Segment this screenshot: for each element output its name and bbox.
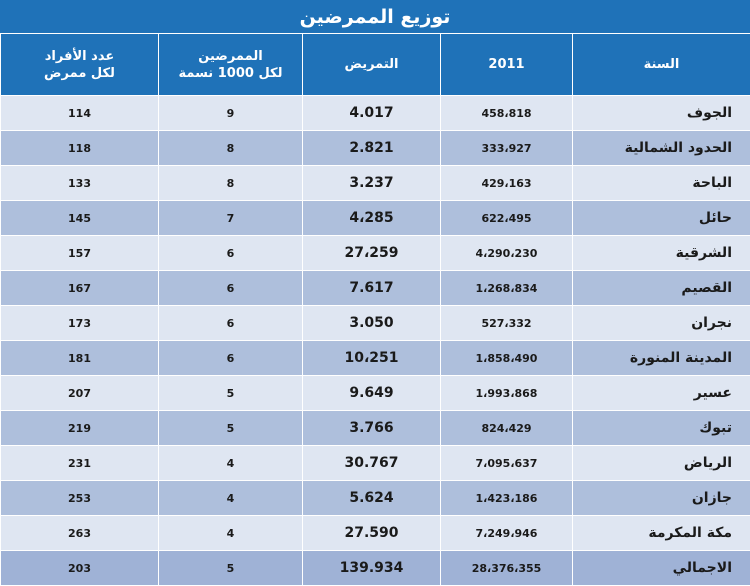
cell-per-1000: 5: [159, 376, 303, 411]
cell-per-1000: 6: [159, 236, 303, 271]
table-row: [1, 376, 750, 411]
cell-nursing: 4.017: [303, 96, 441, 131]
cell-region: جازان: [573, 481, 750, 516]
cell-per-1000: 4: [159, 516, 303, 551]
table-row: [1, 446, 750, 481]
cell-region: الحدود الشمالية: [573, 131, 750, 166]
cell-population: 28،376،355: [441, 551, 573, 586]
cell-nursing: 27،259: [303, 236, 441, 271]
cell-population: 527،332: [441, 306, 573, 341]
cell-region: المدينة المنورة: [573, 341, 750, 376]
cell-population: 4،290،230: [441, 236, 573, 271]
cell-per-nurse: 133: [1, 166, 159, 201]
cell-region: عسير: [573, 376, 750, 411]
cell-population: 824،429: [441, 411, 573, 446]
table-row: [1, 516, 750, 551]
table-row: [1, 166, 750, 201]
cell-per-nurse: 118: [1, 131, 159, 166]
table-row-total: [1, 551, 750, 586]
cell-region: تبوك: [573, 411, 750, 446]
cell-per-nurse: 263: [1, 516, 159, 551]
table-row: [1, 481, 750, 516]
table-title: توزيع الممرضين: [0, 0, 750, 33]
cell-per-1000: 7: [159, 201, 303, 236]
cell-region: القصيم: [573, 271, 750, 306]
cell-nursing: 10،251: [303, 341, 441, 376]
cell-per-nurse: 157: [1, 236, 159, 271]
cell-population: 7،249،946: [441, 516, 573, 551]
cell-population: 1،993،868: [441, 376, 573, 411]
cell-region: الجوف: [573, 96, 750, 131]
cell-region: الشرقية: [573, 236, 750, 271]
cell-region: الاجمالي: [573, 551, 750, 586]
cell-nursing: 3.237: [303, 166, 441, 201]
header-people-per-nurse-line2: لكل ممرض: [44, 66, 115, 81]
cell-per-nurse: 167: [1, 271, 159, 306]
cell-population: 1،858،490: [441, 341, 573, 376]
header-population-label: 2011: [488, 57, 524, 72]
table-row: [1, 131, 750, 166]
cell-per-1000: 5: [159, 411, 303, 446]
cell-region: نجران: [573, 306, 750, 341]
cell-region: الرياض: [573, 446, 750, 481]
header-nurses-per-1000: [159, 34, 303, 96]
cell-per-nurse: 203: [1, 551, 159, 586]
cell-per-nurse: 114: [1, 96, 159, 131]
cell-per-nurse: 219: [1, 411, 159, 446]
header-nursing: [303, 34, 441, 96]
cell-population: 429،163: [441, 166, 573, 201]
table-row: [1, 271, 750, 306]
header-region-label: السنة: [644, 57, 680, 72]
header-people-per-nurse-line1: عدد الأفراد: [45, 49, 114, 64]
cell-nursing: 5.624: [303, 481, 441, 516]
table-row: [1, 306, 750, 341]
cell-per-nurse: 145: [1, 201, 159, 236]
cell-nursing: 9.649: [303, 376, 441, 411]
cell-per-1000: 8: [159, 131, 303, 166]
header-nurses-per-1000-line1: الممرضين: [198, 49, 262, 64]
cell-nursing: 27.590: [303, 516, 441, 551]
cell-population: 333،927: [441, 131, 573, 166]
cell-per-nurse: 181: [1, 341, 159, 376]
cell-per-1000: 8: [159, 166, 303, 201]
cell-per-1000: 4: [159, 446, 303, 481]
cell-per-1000: 6: [159, 306, 303, 341]
cell-nursing: 4،285: [303, 201, 441, 236]
cell-region: مكة المكرمة: [573, 516, 750, 551]
cell-population: 1،268،834: [441, 271, 573, 306]
table-row: [1, 201, 750, 236]
nurses-table: [0, 33, 750, 586]
cell-population: 7،095،637: [441, 446, 573, 481]
cell-nursing: 30.767: [303, 446, 441, 481]
cell-per-nurse: 207: [1, 376, 159, 411]
cell-nursing: 3.050: [303, 306, 441, 341]
header-region: [573, 34, 750, 96]
cell-per-1000: 6: [159, 271, 303, 306]
cell-nursing: 7.617: [303, 271, 441, 306]
cell-per-nurse: 253: [1, 481, 159, 516]
header-population: [441, 34, 573, 96]
header-people-per-nurse: [1, 34, 159, 96]
cell-population: 622،495: [441, 201, 573, 236]
table-row: [1, 411, 750, 446]
header-nursing-label: التمريض: [344, 57, 398, 72]
cell-per-nurse: 231: [1, 446, 159, 481]
table-row: [1, 341, 750, 376]
cell-nursing: 139.934: [303, 551, 441, 586]
cell-per-nurse: 173: [1, 306, 159, 341]
cell-per-1000: 5: [159, 551, 303, 586]
cell-population: 1،423،186: [441, 481, 573, 516]
cell-population: 458،818: [441, 96, 573, 131]
cell-nursing: 3.766: [303, 411, 441, 446]
cell-region: حائل: [573, 201, 750, 236]
table-row: [1, 96, 750, 131]
cell-per-1000: 4: [159, 481, 303, 516]
header-row: [1, 34, 750, 96]
cell-nursing: 2.821: [303, 131, 441, 166]
header-nurses-per-1000-line2: لكل 1000 نسمة: [178, 66, 282, 81]
cell-region: الباحة: [573, 166, 750, 201]
cell-per-1000: 6: [159, 341, 303, 376]
table-row: [1, 236, 750, 271]
cell-per-1000: 9: [159, 96, 303, 131]
